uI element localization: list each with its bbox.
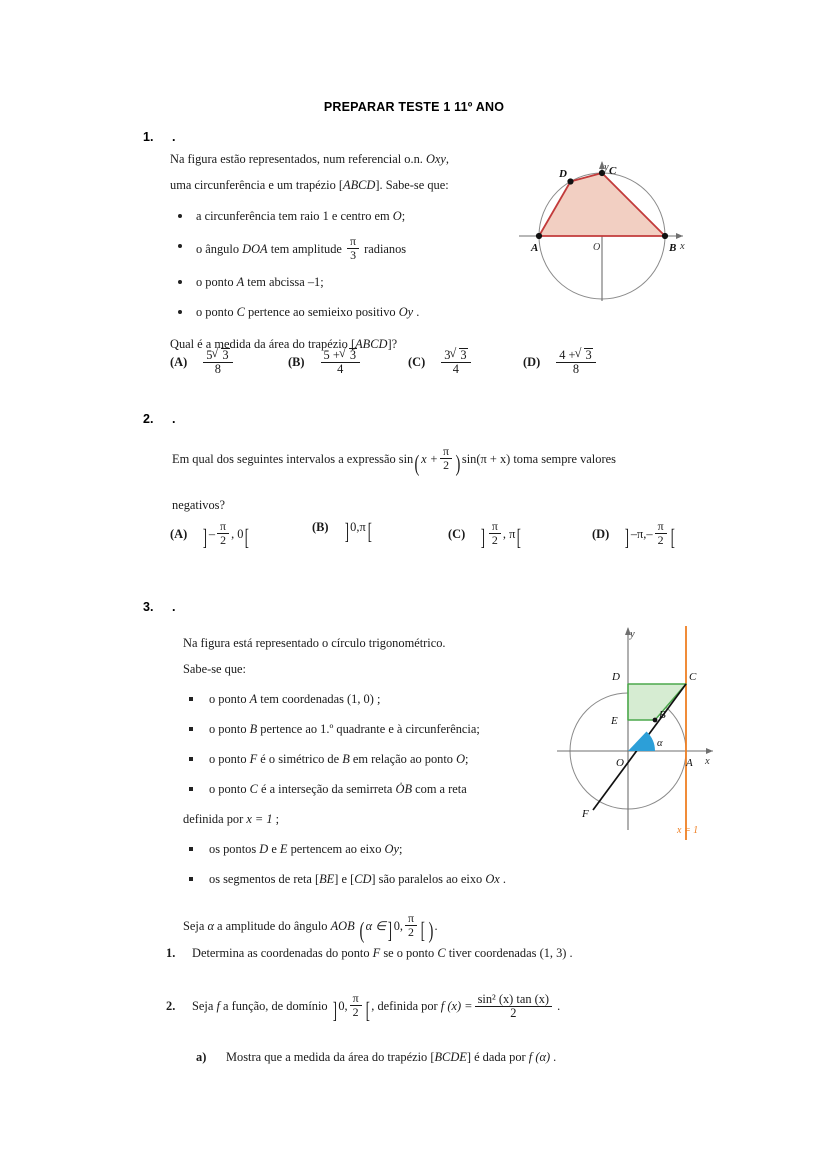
right-paren: ) [428,918,434,944]
question-1-dot: . [172,130,176,144]
question-3-dot: . [172,600,176,614]
trapezoid-abcd [539,173,665,236]
point-b [653,718,658,723]
subquestion-1-text: Determina as coordenadas do ponto F se o ponto C tiver coordenadas (1, 3) . [192,946,573,960]
answer-fraction: $\frac{3 √ 3}{4}$ [441,348,470,376]
question-1-body [170,146,520,357]
list-item: o ponto B pertence ao 1.º quadrante e à circunferência; [183,714,553,744]
condition-line2: definida por x = 1 ; [183,812,280,826]
label-e: E [611,715,618,727]
label-b: B [669,242,677,254]
question-2-statement: Em qual dos seguintes intervalos a expressão sin(x + $\frac{\pi}{2}$ )sin(π + x) toma sempre valores [172,444,616,477]
interval-open-left: ] [344,518,349,544]
question-2-body [172,438,732,526]
right-paren: ) [455,451,461,477]
subquestion-2-text: Seja f a função, de domínio ] 0, $\frac{\pi}{2}$ [ , definida por f (x) = $\frac{\text{sin² (x) tan (x)}}{2}$ . [192,991,561,1023]
label-c: C [609,165,617,177]
page-title: PREPARAR TESTE 1 11º ANO [323,100,505,114]
option-a[interactable]: (A) ] – $\frac{\pi}{2}$ , 0[ [170,519,250,551]
label-d: D [612,671,620,683]
option-c[interactable]: (C) ] $\frac{\pi}{2}$ , π[ [448,519,522,551]
left-paren: ( [359,918,365,944]
fraction-pi-2: $\frac{\pi}{2}$ [489,520,501,546]
answer-fraction: $\frac{5 √ 3}{8}$ [203,348,232,376]
subquestion-2a-number: a) [196,1050,207,1064]
subquestion-2-number: 2. [166,999,176,1013]
list-item: a circunferência tem raio 1 e centro em O; [170,201,520,231]
option-b[interactable]: (B) ] 0,π[ [312,518,372,544]
interval-open-left: ] [624,525,630,551]
interval-open-left: ] [387,917,392,943]
subquestion-1-number: 1. [166,946,176,960]
label-y-axis: y [604,162,609,173]
answer-fraction: $\frac{5 + √ 3}{4}$ [321,348,360,376]
question-1-prompt: Qual é a medida da área do trapézio [ABCD]? [170,337,398,351]
question-2-number: 2. [143,412,154,426]
question-2-dot: . [172,412,176,426]
interval-open-left: ] [202,525,208,551]
interval-open-right: [ [517,525,522,551]
vertex-a [536,233,542,239]
trapezoid-in-circle-diagram [505,148,700,303]
label-f: F [582,808,589,820]
x-axis-arrow [706,748,713,754]
label-y-axis: y [630,629,635,640]
function-fraction: $\frac{\text{sin² (x) tan (x)}}{2}$ [475,993,553,1020]
sqrt-icon: √ 3 [575,348,592,362]
x-axis-arrow [676,233,683,239]
question-3-intro-line1: Na figura está representado o círculo trigonométrico. [183,636,446,650]
option-d[interactable]: (D) $\frac{4 + √ 3}{8}$ [523,348,598,376]
list-item: o ponto C é a interseção da semirreta ȮB com a reta definida por x = 1 ; [183,774,553,834]
label-a: A [531,242,539,254]
label-d: D [559,168,567,180]
label-x-axis: x [680,241,685,252]
question-1-intro-line1: Na figura estão representados, num referencial o.n. Oxy, [170,152,450,166]
fraction-pi-2: $\frac{\pi}{2}$ [405,912,417,938]
interval-open-right: [ [365,997,370,1023]
list-item: o ponto C pertence ao semieixo positivo Oy . [170,297,520,327]
option-a[interactable]: (A) $\frac{5 √ 3}{8}$ [170,348,235,376]
sqrt-icon: √ 3 [340,348,357,362]
question-3-figure [553,618,723,853]
label-line-x-equals-1: x = 1 [677,825,699,836]
option-c[interactable]: (C) $\frac{3 √ 3}{4}$ [408,348,473,376]
question-3-number: 3. [143,600,154,614]
label-b: B [659,709,666,721]
trigonometric-circle-diagram [553,618,723,848]
label-c: C [689,671,697,683]
question-1-number: 1. [143,130,154,144]
label-alpha: α [657,738,663,749]
fraction-pi-3: $\frac{\pi}{3}$ [347,235,359,261]
angle-alpha-marker [628,732,655,752]
fraction-pi-2: $\frac{\pi}{2}$ [350,992,362,1018]
list-item: os segmentos de reta [BE] e [CD] são paralelos ao eixo Ox . [183,864,553,894]
list-item: o ponto A tem abcissa –1; [170,267,520,297]
interval-open-right: [ [420,917,425,943]
interval-open-right: [ [670,525,675,551]
list-item: o ângulo DOA tem amplitude $\frac{\pi}{3}$ radianos [170,231,520,267]
interval-open-right: [ [245,525,250,551]
interval-open-left: ] [332,997,337,1023]
list-item: os pontos D e E pertencem ao eixo Oy; [183,834,553,864]
label-a: A [686,757,693,769]
left-paren: ( [414,451,420,477]
interval-open-right: [ [367,518,372,544]
question-1-conditions [170,201,520,327]
fraction-pi-2: $\frac{\pi}{2}$ [655,520,667,546]
question-3-intro-line2: Sabe-se que: [183,662,246,676]
fraction-pi-2: $\frac{\pi}{2}$ [217,520,229,546]
label-x-axis: x [705,756,710,767]
label-origin: O [593,242,601,253]
question-1-figure [505,148,700,308]
label-origin: O [616,757,624,769]
sqrt-icon: √ 3 [450,348,467,362]
question-3-alpha-definition: Seja α a amplitude do ângulo AOB (α ∈] 0, $\frac{\pi}{2}$ [ ). [183,911,438,944]
fraction-pi-2: $\frac{\pi}{2}$ [440,445,452,471]
vertex-d [567,178,573,184]
list-item: o ponto A tem coordenadas (1, 0) ; [183,684,553,714]
question-3-conditions [183,684,553,894]
subquestion-2a-text: Mostra que a medida da área do trapézio [BCDE] é dada por f (α) . [226,1050,557,1064]
answer-fraction: $\frac{4 + √ 3}{8}$ [556,348,595,376]
interval-open-left: ] [480,525,486,551]
sqrt-icon: √ 3 [212,348,229,362]
question-2-statement-line2: negativos? [172,498,225,512]
vertex-b [662,233,668,239]
option-b[interactable]: (B) $\frac{5 + √ 3}{4}$ [288,348,362,376]
question-3-body [183,630,553,946]
list-item: o ponto F é o simétrico de B em relação ao ponto O; [183,744,553,774]
question-1-intro-line2: uma circunferência e um trapézio [ABCD]. Sabe-se que: [170,178,449,192]
option-d[interactable]: (D) ] –π,– $\frac{\pi}{2}$ [ [592,519,675,551]
trapezoid-bcde [628,684,686,720]
